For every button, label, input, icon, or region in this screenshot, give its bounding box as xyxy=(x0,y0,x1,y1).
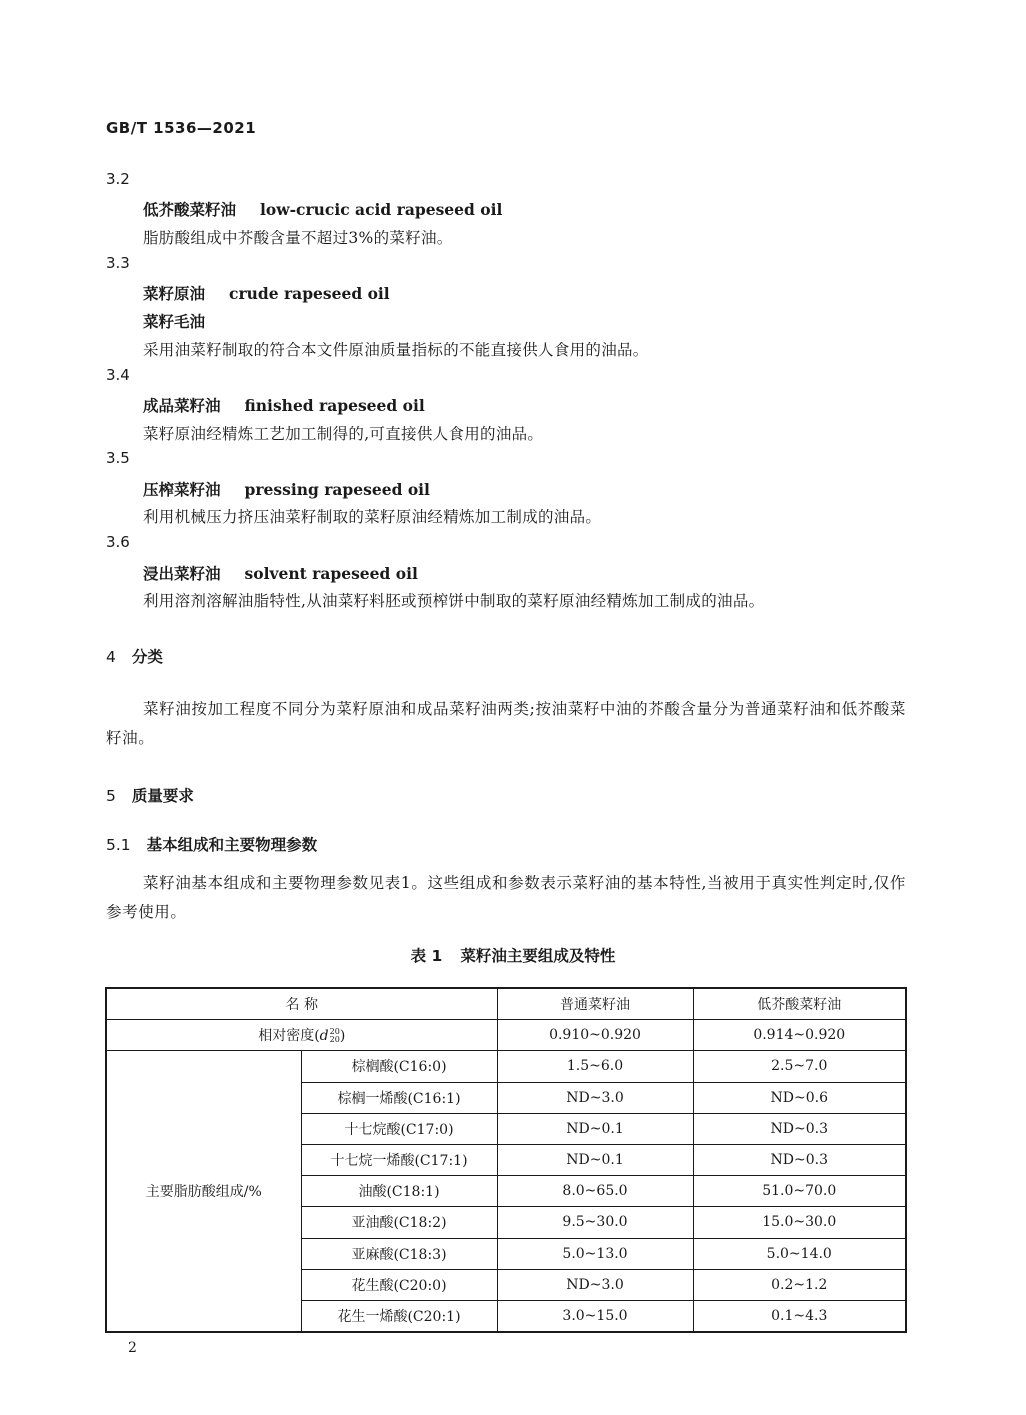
subsection-number: 5.1 xyxy=(106,836,131,854)
low-value: ND~0.3 xyxy=(693,1113,906,1144)
header-name: 名 称 xyxy=(106,988,497,1020)
term-title xyxy=(143,394,425,416)
acid-name: 亚油酸(C18:2) xyxy=(301,1207,497,1238)
acid-name: 花生酸(C20:0) xyxy=(301,1269,497,1300)
section-heading xyxy=(106,784,194,806)
term-en: solvent rapeseed oil xyxy=(244,564,418,583)
table-header-row xyxy=(106,988,906,1020)
low-value: 0.1~4.3 xyxy=(693,1300,906,1332)
section-number: 4 xyxy=(106,648,116,666)
density-close: ) xyxy=(339,1028,346,1045)
term-definition: 脂肪酸组成中芥酸含量不超过3%的菜籽油。 xyxy=(143,229,453,247)
density-normal: 0.910~0.920 xyxy=(497,1020,693,1051)
term-zh: 菜籽原油 xyxy=(143,284,206,303)
normal-value: 8.0~65.0 xyxy=(497,1176,693,1207)
term-zh: 低芥酸菜籽油 xyxy=(143,200,237,219)
density-label xyxy=(106,1020,497,1051)
term-title xyxy=(143,562,418,584)
standard-code: GB/T 1536—2021 xyxy=(106,119,257,137)
term-definition: 采用油菜籽制取的符合本文件原油质量指标的不能直接供人食用的油品。 xyxy=(143,341,649,359)
low-value: 0.2~1.2 xyxy=(693,1269,906,1300)
section-heading xyxy=(106,645,163,667)
density-low: 0.914~0.920 xyxy=(693,1020,906,1051)
acid-name: 花生一烯酸(C20:1) xyxy=(301,1300,497,1332)
acid-name: 棕榈酸(C16:0) xyxy=(301,1051,497,1082)
acid-name: 十七烷酸(C17:0) xyxy=(301,1113,497,1144)
term-zh: 压榨菜籽油 xyxy=(143,480,221,499)
density-symbol: d xyxy=(319,1028,329,1045)
term-en: low-crucic acid rapeseed oil xyxy=(260,200,503,219)
subsection-title: 基本组成和主要物理参数 xyxy=(146,836,318,854)
low-value: 2.5~7.0 xyxy=(693,1051,906,1082)
table-number: 表 1 xyxy=(410,947,443,965)
table-caption xyxy=(0,944,1026,966)
term-definition: 菜籽原油经精炼工艺加工制得的,可直接供人食用的油品。 xyxy=(143,425,544,443)
normal-value: 1.5~6.0 xyxy=(497,1051,693,1082)
normal-value: ND~0.1 xyxy=(497,1113,693,1144)
normal-value: 3.0~15.0 xyxy=(497,1300,693,1332)
acid-name: 棕榈一烯酸(C16:1) xyxy=(301,1082,497,1113)
term-number: 3.2 xyxy=(106,170,130,188)
table-row xyxy=(106,1051,906,1082)
page-number: 2 xyxy=(128,1340,137,1356)
section-paragraph: 菜籽油按加工程度不同分为菜籽原油和成品菜籽油两类;按油菜籽中油的芥酸含量分为普通菜籽油和低芥酸菜籽油。 xyxy=(106,700,906,747)
section-number: 5 xyxy=(106,787,116,805)
header-low: 低芥酸菜籽油 xyxy=(693,988,906,1020)
low-value: ND~0.3 xyxy=(693,1144,906,1175)
term-number: 3.6 xyxy=(106,533,130,551)
term-en: crude rapeseed oil xyxy=(229,284,390,303)
low-value: 15.0~30.0 xyxy=(693,1207,906,1238)
term-zh: 浸出菜籽油 xyxy=(143,564,221,583)
subsection-paragraph: 菜籽油基本组成和主要物理参数见表1。这些组成和参数表示菜籽油的基本特性,当被用于真实性判定时,仅作参考使用。 xyxy=(106,874,906,921)
term-title xyxy=(143,198,502,220)
acid-name: 油酸(C18:1) xyxy=(301,1176,497,1207)
density-sub: 20 xyxy=(329,1035,340,1045)
term-definition: 利用溶剂溶解油脂特性,从油菜籽料胚或预榨饼中制取的菜籽原油经精炼加工制成的油品。 xyxy=(143,592,765,610)
density-sup-sub xyxy=(330,1028,340,1044)
term-zh: 成品菜籽油 xyxy=(143,396,221,415)
term-number: 3.5 xyxy=(106,449,130,467)
section-title: 质量要求 xyxy=(131,787,194,805)
term-definition: 利用机械压力挤压油菜籽制取的菜籽原油经精炼加工制成的油品。 xyxy=(143,508,602,526)
low-value: 51.0~70.0 xyxy=(693,1176,906,1207)
group-label: 主要脂肪酸组成/% xyxy=(106,1051,301,1332)
table-title: 菜籽油主要组成及特性 xyxy=(460,947,616,965)
normal-value: 5.0~13.0 xyxy=(497,1238,693,1269)
normal-value: ND~3.0 xyxy=(497,1082,693,1113)
term-number: 3.3 xyxy=(106,254,130,272)
acid-name: 十七烷一烯酸(C17:1) xyxy=(301,1144,497,1175)
density-row xyxy=(106,1020,906,1051)
density-sup: 20 xyxy=(329,1027,340,1037)
term-alternative: 菜籽毛油 xyxy=(143,312,206,331)
term-title xyxy=(143,282,390,304)
density-label-text: 相对密度( xyxy=(258,1028,320,1045)
term-en: pressing rapeseed oil xyxy=(244,480,430,499)
normal-value: 9.5~30.0 xyxy=(497,1207,693,1238)
low-value: 5.0~14.0 xyxy=(693,1238,906,1269)
subsection-heading xyxy=(106,833,317,855)
normal-value: ND~3.0 xyxy=(497,1269,693,1300)
term-en: finished rapeseed oil xyxy=(244,396,425,415)
normal-value: ND~0.1 xyxy=(497,1144,693,1175)
composition-table xyxy=(105,987,907,1333)
term-title xyxy=(143,478,430,500)
low-value: ND~0.6 xyxy=(693,1082,906,1113)
acid-name: 亚麻酸(C18:3) xyxy=(301,1238,497,1269)
term-number: 3.4 xyxy=(106,366,130,384)
header-normal: 普通菜籽油 xyxy=(497,988,693,1020)
section-title: 分类 xyxy=(131,648,163,666)
